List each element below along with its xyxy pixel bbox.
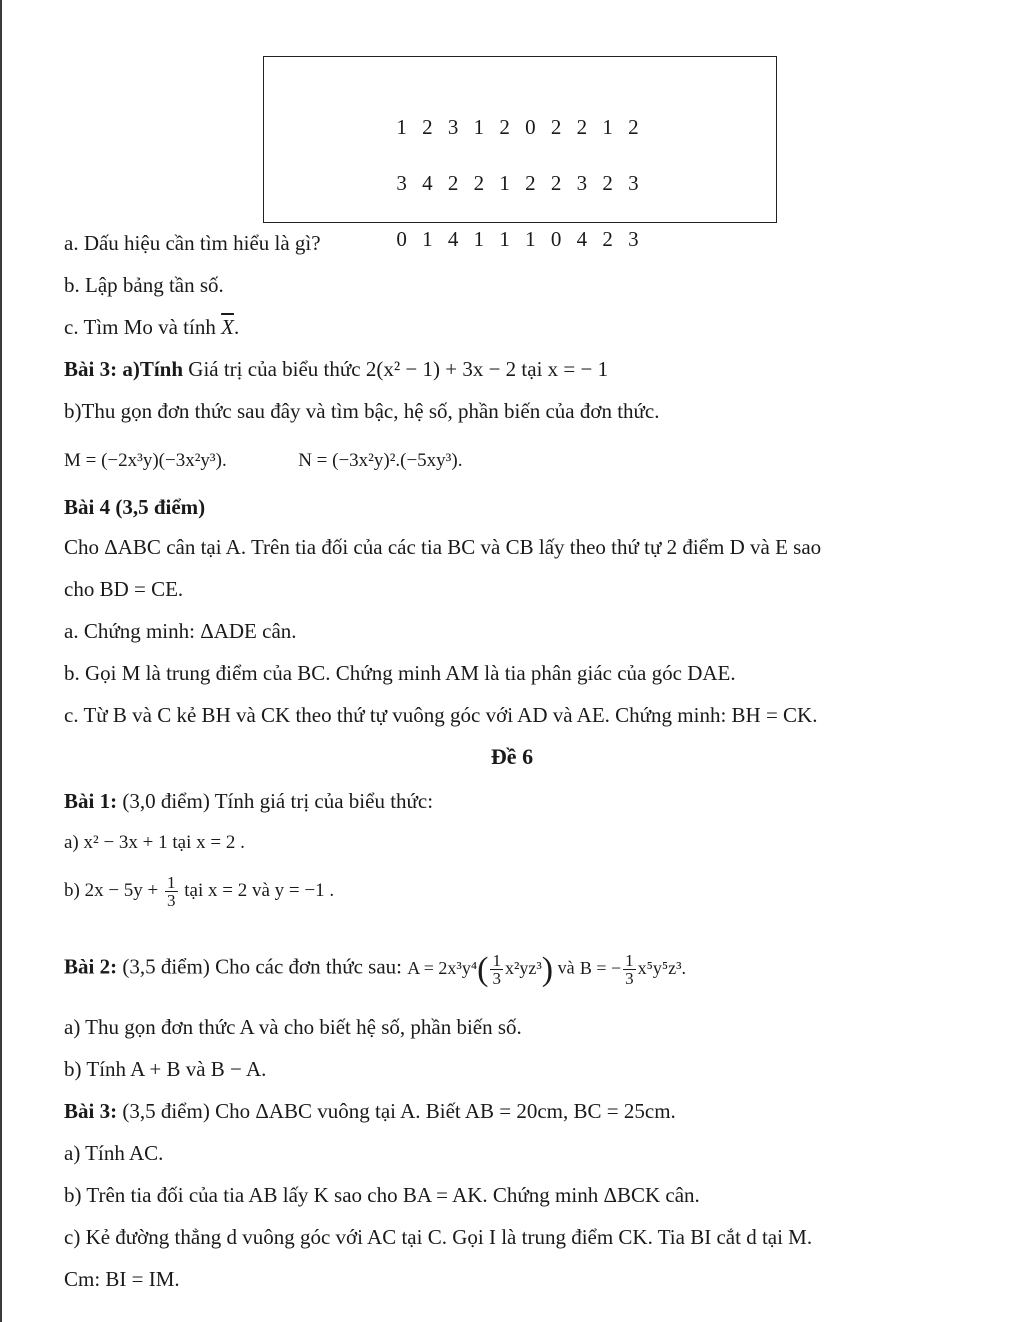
bai3-text-a: Giá trị của biểu thức 2(x² − 1) + 3x − 2 tại x = − 1 <box>188 357 609 381</box>
de6-bai2-label: Bài 2: <box>64 954 118 979</box>
fraction-A-num: 1 <box>492 951 501 970</box>
bai4-b: b. Gọi M là trung điểm của BC. Chứng minh AM là tia phân giác của góc DAE. <box>64 661 736 685</box>
and-word: và <box>557 957 575 978</box>
de6-bai3-c1: c) Kẻ đường thẳng d vuông góc với AC tại C. Gọi I là trung điểm CK. Tia BI cắt d tại M. <box>64 1225 813 1249</box>
question-c-end: . <box>233 315 240 339</box>
fraction-B-num: 1 <box>625 951 634 970</box>
monomial-A-pre: A = 2x³y⁴ <box>407 957 478 978</box>
bai3-expressions <box>64 448 462 474</box>
de6-bai3-label: Bài 3: <box>64 1099 118 1123</box>
de6-bai3-c2: Cm: BI = IM. <box>64 1267 180 1291</box>
data-row-2: 3 4 2 2 1 2 2 3 2 3 <box>396 171 644 195</box>
monomial-B <box>579 951 687 988</box>
question-b: b. Lập bảng tần số. <box>64 273 224 297</box>
bai4-intro-2: cho BD = CE. <box>64 577 184 601</box>
question-c <box>64 314 239 340</box>
de6-bai1-b-pre: b) 2x − 5y + <box>64 879 159 901</box>
bai4-a: a. Chứng minh: ΔADE cân. <box>64 619 297 643</box>
data-table-box <box>263 56 777 251</box>
de6-bai3-b: b) Trên tia đối của tia AB lấy K sao cho BA = AK. Chứng minh ΔBCK cân. <box>64 1183 700 1207</box>
de6-bai3-text: (3,5 điểm) Cho ΔABC vuông tại A. Biết AB = 20cm, BC = 25cm. <box>122 1099 676 1123</box>
bai4-c: c. Từ B và C kẻ BH và CK theo thứ tự vuông góc với AD và AE. Chứng minh: BH = CK. <box>64 703 818 727</box>
data-row-1: 1 2 3 1 2 0 2 2 1 2 <box>396 115 644 139</box>
fraction-one-third <box>165 874 178 909</box>
fraction-B <box>623 952 636 987</box>
fraction-B-den: 3 <box>625 969 634 988</box>
de6-bai2-b: b) Tính A + B và B − A. <box>64 1057 267 1081</box>
bai3-line-b: b)Thu gọn đơn thức sau đây và tìm bậc, hệ số, phần biến của đơn thức. <box>64 399 660 423</box>
section-title-de6: Đề 6 <box>490 744 534 769</box>
de6-bai2-a: a) Thu gọn đơn thức A và cho biết hệ số, phần biến số. <box>64 1015 522 1039</box>
fraction-A-den: 3 <box>492 969 501 988</box>
fraction-A <box>490 952 503 987</box>
bai4-heading <box>64 494 205 520</box>
monomial-B-pre: B = − <box>579 957 622 978</box>
paren-open: ( <box>477 950 489 988</box>
fraction-numerator: 1 <box>167 873 176 892</box>
bai4-intro-1: Cho ΔABC cân tại A. Trên tia đối của các tia BC và CB lấy theo thứ tự 2 điểm D và E sao <box>64 535 822 559</box>
de6-bai1-label: Bài 1: <box>64 789 118 813</box>
question-c-text: c. Tìm Mo và tính <box>64 315 216 339</box>
monomial-A <box>407 950 557 988</box>
data-row-3: 0 1 4 1 1 1 0 4 2 3 <box>396 227 644 251</box>
de6-bai2 <box>64 952 686 987</box>
bai4-label: Bài 4 (3,5 điểm) <box>64 495 206 519</box>
expr-M: M = (−2x³y)(−3x²y³). <box>64 450 227 471</box>
de6-bai1-text: (3,0 điểm) Tính giá trị của biểu thức: <box>122 789 434 813</box>
de6-bai1-b <box>64 874 334 909</box>
de6-bai3 <box>64 1098 676 1124</box>
expr-N: N = (−3x²y)².(−5xy³). <box>298 450 463 471</box>
monomial-B-post: x⁵y⁵z³. <box>637 957 687 978</box>
de6-bai1-b-post: tại x = 2 và y = −1 . <box>184 879 335 901</box>
bai3-line-a <box>64 356 608 382</box>
fraction-denominator: 3 <box>167 891 176 910</box>
de6-bai1 <box>64 788 433 814</box>
paren-close: ) <box>541 950 554 988</box>
de6-bai1-a: a) x² − 3x + 1 tại x = 2 . <box>64 832 245 853</box>
bai3-label: Bài 3: a)Tính <box>64 357 184 381</box>
mean-symbol: $\overline{X}$ <box>221 315 234 339</box>
de6-bai3-a: a) Tính AC. <box>64 1141 164 1165</box>
de6-bai2-text: (3,5 điểm) Cho các đơn thức sau: <box>122 954 403 979</box>
monomial-A-post: x²yz³ <box>504 957 542 978</box>
question-a: a. Dấu hiệu cần tìm hiểu là gì? <box>64 231 321 255</box>
